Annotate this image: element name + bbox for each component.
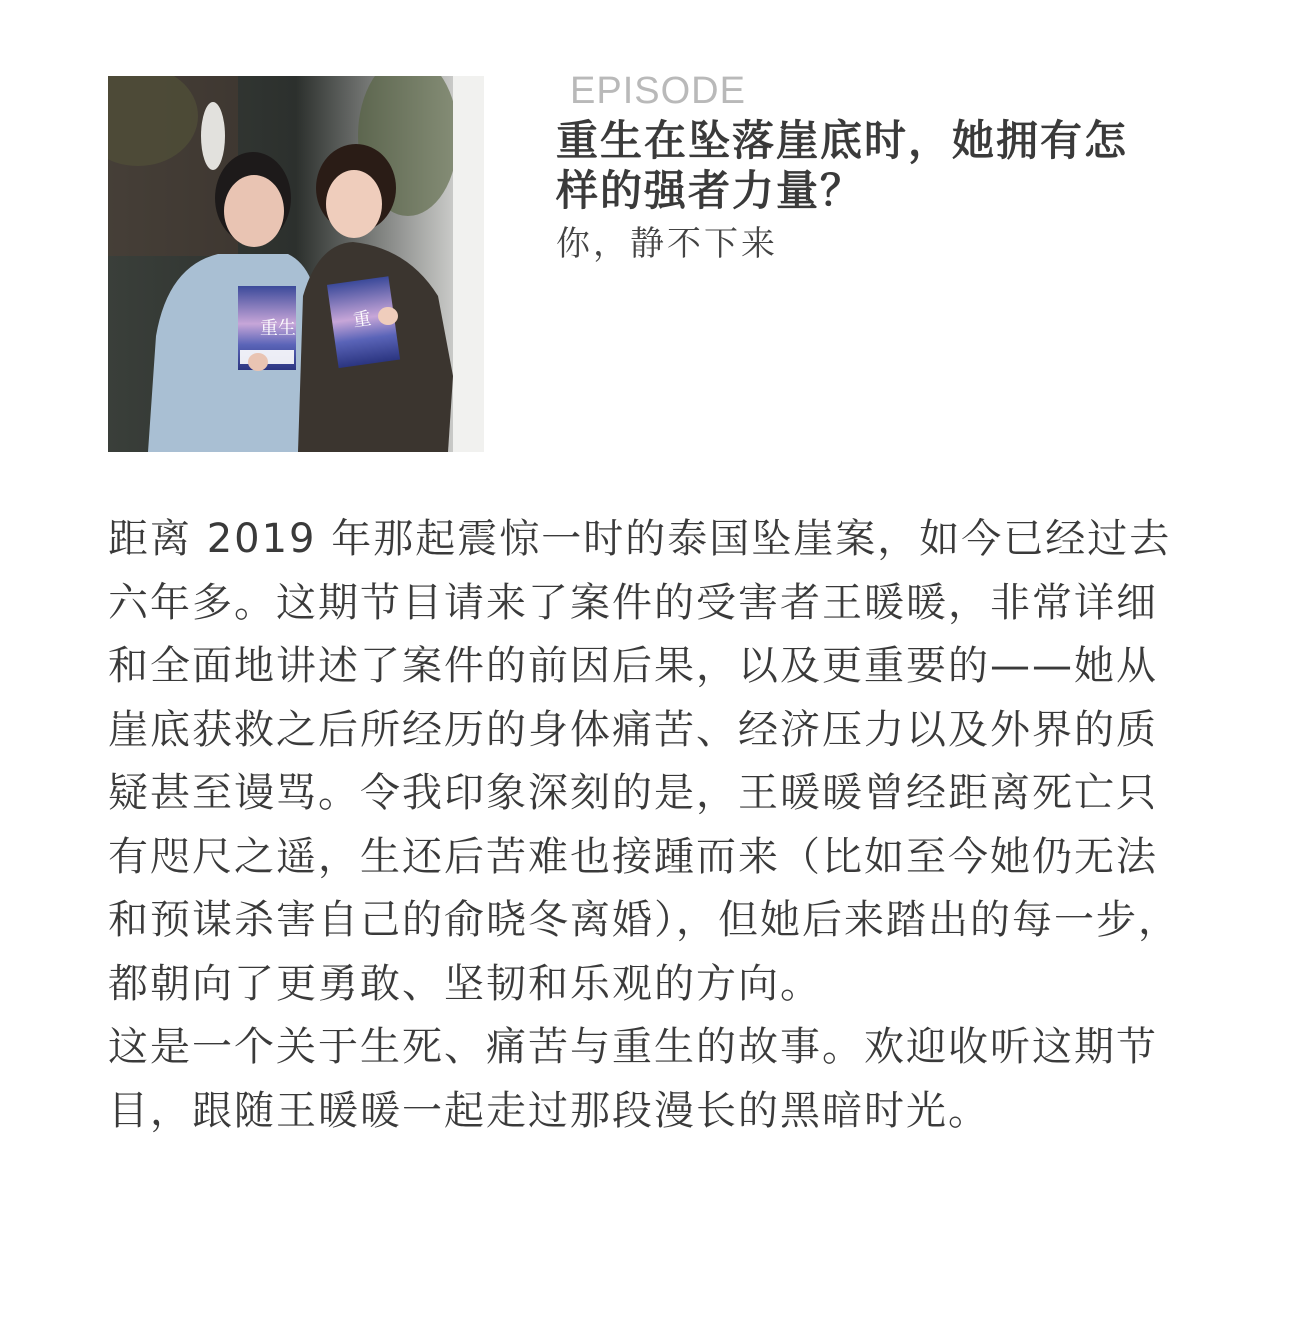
podcast-name[interactable]: 你，静不下来 — [556, 224, 778, 264]
description-paragraph: 这是一个关于生死、痛苦与重生的故事。欢迎收听这期节目，跟随王暖暖一起走过那段漫长的黑暗时光。 — [108, 1024, 1158, 1134]
episode-label: EPISODE — [570, 70, 746, 112]
episode-title: 重生在坠落崖底时，她拥有怎样的强者力量？ — [556, 116, 1129, 215]
book-cover-title: 重生 — [260, 318, 296, 339]
episode-cover-image — [108, 76, 484, 452]
svg-text:重: 重 — [351, 308, 373, 332]
episode-description — [108, 508, 1183, 1143]
description-paragraph: 距离 2019 年那起震惊一时的泰国坠崖案，如今已经过去六年多。这期节目请来了案件的受害者王暖暖，非常详细和全面地讲述了案件的前因后果，以及更重要的——她从崖底获救之后所经历的身体痛苦、经济压力以及外界的质疑甚至谩骂。令我印象深刻的是，王暖暖曾经距离死亡只有咫尺之遥，生还后苦难也接踵而来（比如至今她仍无法和预谋杀害自己的俞晓冬离婚），但她后来踏出的每一步，都朝向了更勇敢、坚韧和乐观的方向。 — [108, 516, 1180, 1007]
